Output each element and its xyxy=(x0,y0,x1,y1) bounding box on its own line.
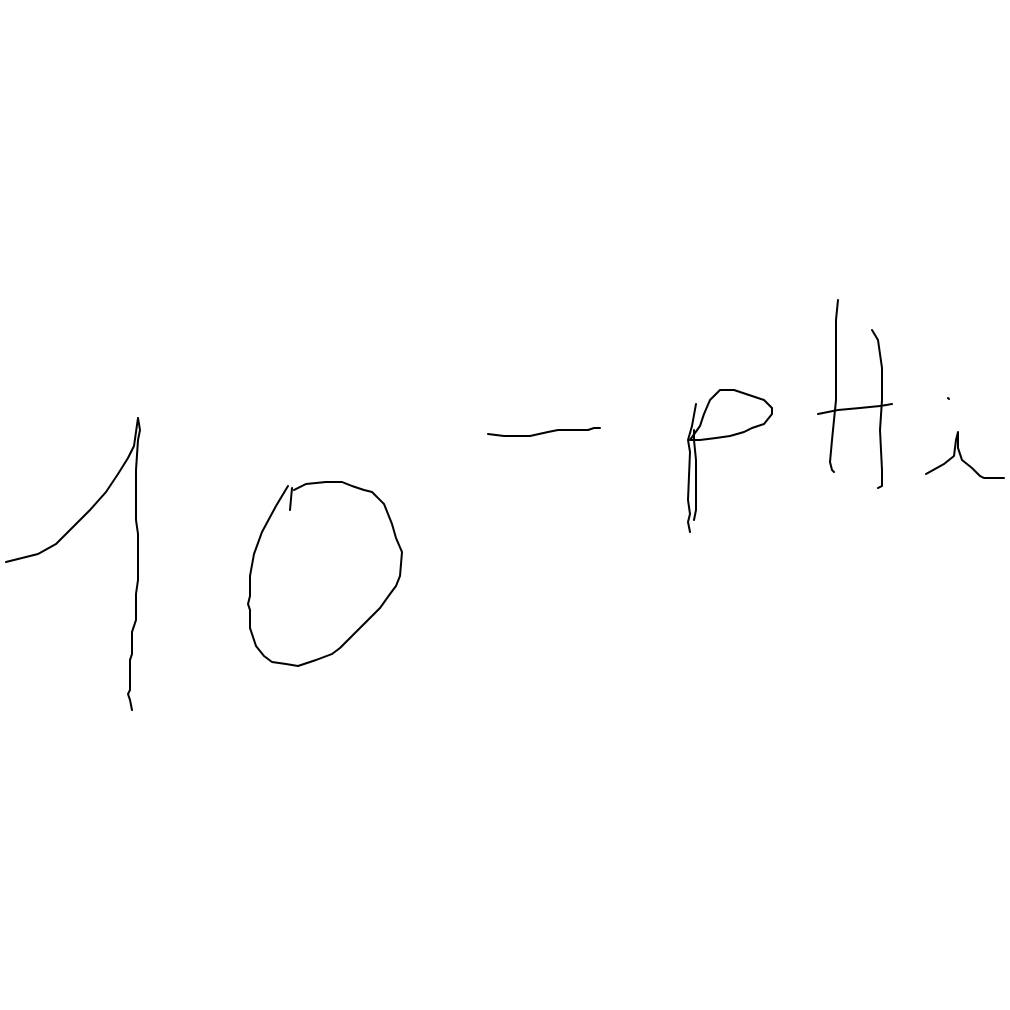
h-stem xyxy=(872,330,882,488)
h-arch xyxy=(926,432,1004,478)
t-vertical xyxy=(830,300,838,472)
p-bowl xyxy=(690,390,772,440)
glyph-p xyxy=(688,390,772,532)
glyph-zero xyxy=(248,482,402,666)
h-dot xyxy=(948,398,949,399)
one-upstroke xyxy=(6,418,138,562)
dash-stroke xyxy=(488,428,600,436)
glyph-one xyxy=(6,418,140,710)
one-vertical xyxy=(128,418,140,710)
zero-tick xyxy=(290,488,292,510)
p-stem-second xyxy=(694,430,696,520)
zero-loop xyxy=(248,482,402,666)
glyph-h xyxy=(872,330,1004,488)
